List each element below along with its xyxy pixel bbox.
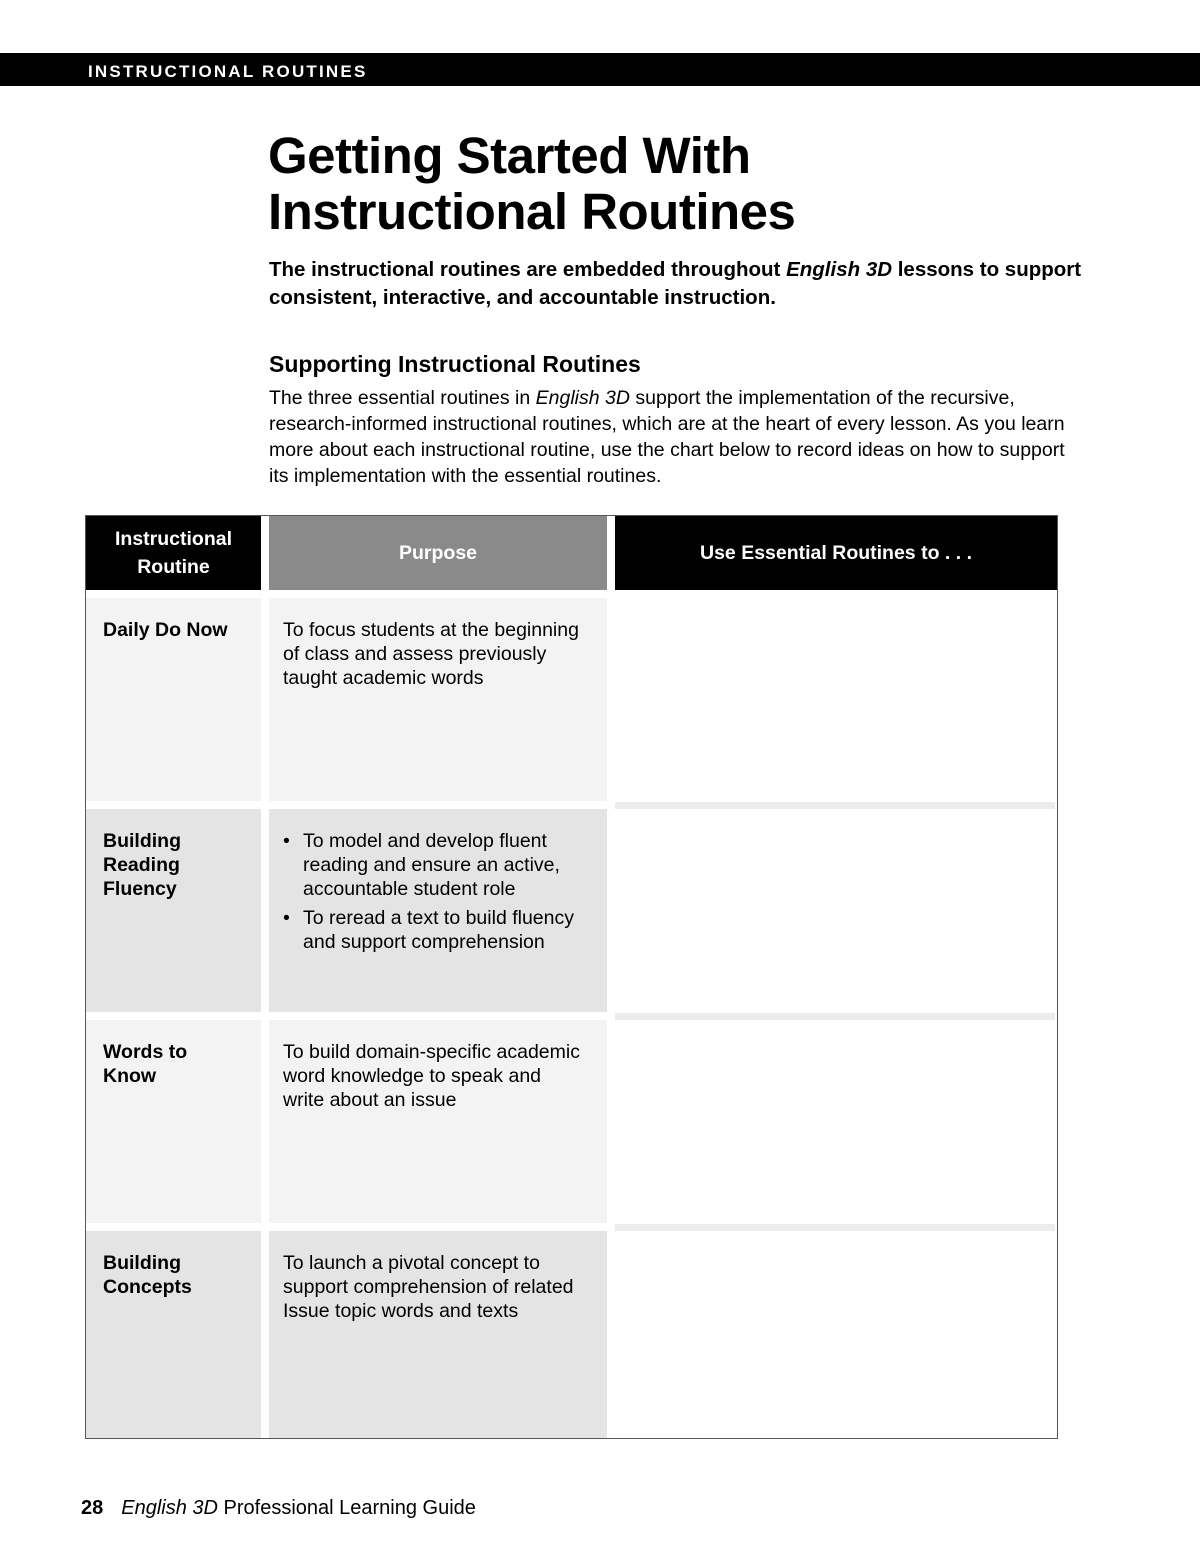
purpose-line: To focus students at the beginning xyxy=(283,619,579,641)
routine-name xyxy=(103,1251,253,1299)
purpose-line: word knowledge to speak and xyxy=(283,1065,542,1087)
page-number: 28 xyxy=(81,1497,104,1519)
purpose-line: write about an issue xyxy=(283,1089,457,1111)
table-row-3-routine xyxy=(86,1020,261,1223)
table-row-4-answer-area[interactable] xyxy=(615,1231,1055,1438)
routine-name xyxy=(103,829,253,901)
purpose-bullet-list xyxy=(283,829,603,959)
table-row-2-purpose xyxy=(269,809,607,1012)
purpose-line: reading and ensure an active, xyxy=(303,854,560,876)
bullet-icon: • xyxy=(283,830,290,852)
table-row-4-routine xyxy=(86,1231,261,1438)
table-row-3-answer-area[interactable] xyxy=(615,1020,1055,1223)
footer-book-subtitle: Professional Learning Guide xyxy=(217,1497,476,1519)
running-head-text: INSTRUCTIONAL ROUTINES xyxy=(88,62,368,81)
section-body xyxy=(269,385,1069,489)
header-purpose-cell xyxy=(269,516,607,590)
routine-name-line: Building xyxy=(103,830,181,852)
page-title xyxy=(268,128,1128,240)
section-heading: Supporting Instructional Routines xyxy=(269,351,641,377)
header-routine-cell xyxy=(86,516,261,590)
routine-name-line: Building xyxy=(103,1252,181,1274)
bullet-icon: • xyxy=(283,907,290,929)
purpose-line: To build domain-specific academic xyxy=(283,1041,580,1063)
header-routine-line-1: Instructional xyxy=(114,528,232,550)
routine-name-line: Know xyxy=(103,1065,157,1087)
page-footer xyxy=(81,1495,476,1521)
purpose-bullet-item xyxy=(283,906,603,954)
page-title-line-1: Getting Started With xyxy=(268,127,751,184)
section-body-after: support the implementation of the recursive, research-informed instructional routines, which are at the heart of every lesson. As you learn more about each instructional routine, use the chart below to record ideas on how to support its implementation with the essential routines. xyxy=(269,387,1065,487)
purpose-line: and support comprehension xyxy=(303,931,545,953)
intro-paragraph xyxy=(269,256,1089,312)
header-use-cell xyxy=(615,516,1057,590)
purpose-text xyxy=(283,1040,603,1112)
intro-book-title: English 3D xyxy=(786,258,893,281)
header-routine-label xyxy=(86,525,261,581)
purpose-line: of class and assess previously xyxy=(283,643,547,665)
routine-name xyxy=(103,1040,253,1088)
intro-text-after: lessons to support consistent, interactive, and accountable instruction. xyxy=(269,258,1082,309)
running-head-bar xyxy=(0,53,1200,86)
purpose-bullet-item xyxy=(283,829,603,901)
purpose-text xyxy=(283,1251,603,1323)
table-row-1-routine xyxy=(86,598,261,801)
row-separator xyxy=(615,802,1055,809)
purpose-line: To model and develop fluent xyxy=(303,830,547,852)
purpose-line: accountable student role xyxy=(303,878,516,900)
table-row-2-routine xyxy=(86,809,261,1012)
routine-name-line: Reading xyxy=(103,854,180,876)
routine-name-line: Fluency xyxy=(103,878,177,900)
section-body-book-title: English 3D xyxy=(535,387,630,409)
table-row-4-purpose xyxy=(269,1231,607,1438)
purpose-line: To launch a pivotal concept to xyxy=(283,1252,540,1274)
page-title-line-2: Instructional Routines xyxy=(268,183,796,240)
purpose-text xyxy=(283,618,603,690)
routine-name-line: Words to xyxy=(103,1041,188,1063)
header-routine-line-2: Routine xyxy=(137,556,210,578)
routine-name-line: Concepts xyxy=(103,1276,192,1298)
routine-name-line: Daily Do Now xyxy=(103,619,228,641)
table-row-2-answer-area[interactable] xyxy=(615,809,1055,1012)
header-use-label: Use Essential Routines to . . . xyxy=(700,542,972,564)
row-separator xyxy=(615,1013,1055,1020)
purpose-line: To reread a text to build fluency xyxy=(303,907,574,929)
footer-book-title: English 3D xyxy=(121,1497,218,1519)
section-body-before: The three essential routines in xyxy=(269,387,536,409)
table-row-1-answer-area[interactable] xyxy=(615,598,1055,801)
table-row-3-purpose xyxy=(269,1020,607,1223)
routines-table xyxy=(85,515,1058,1439)
purpose-line: Issue topic words and texts xyxy=(283,1300,519,1322)
header-purpose-label: Purpose xyxy=(398,542,478,564)
table-row-1-purpose xyxy=(269,598,607,801)
purpose-line: support comprehension of related xyxy=(283,1276,574,1298)
row-separator xyxy=(615,1224,1055,1231)
intro-text-before: The instructional routines are embedded throughout xyxy=(269,258,787,281)
purpose-line: taught academic words xyxy=(283,667,484,689)
routine-name xyxy=(103,618,253,642)
